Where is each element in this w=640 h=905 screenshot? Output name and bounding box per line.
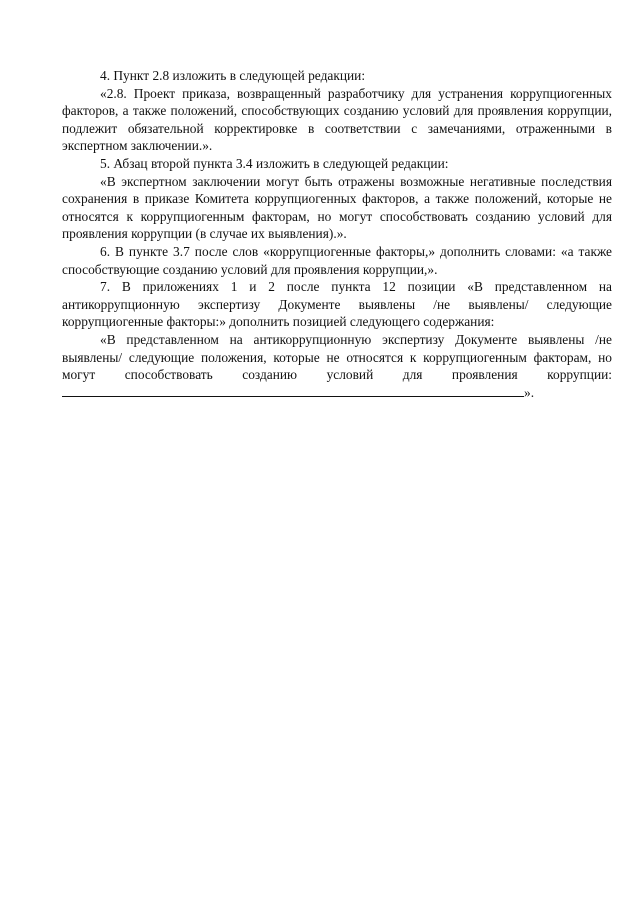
new-position-text: «В представленном на антикоррупционную экспертизу Документе выявлены /не выявлены/ следующие положения, которые не относятся к коррупциогенным факторам, но могут способствовать созданию условий для проявления коррупции: xyxy=(62,331,612,383)
paragraph-item-5: 5. Абзац второй пункта 3.4 изложить в следующей редакции: xyxy=(100,155,449,171)
paragraph-item-4: 4. Пункт 2.8 изложить в следующей редакции: xyxy=(100,68,366,83)
fill-in-blank-line xyxy=(62,384,524,397)
paragraph-new-position xyxy=(62,331,612,401)
new-position-ending: ». xyxy=(524,384,535,400)
paragraph-item-6: 6. В пункте 3.7 после слов «коррупциогенные факторы,» дополнить словами: «а также способствующие созданию условий для проявления коррупции,». xyxy=(62,243,612,277)
document-body xyxy=(62,67,612,401)
paragraph-item-3-4-text: «В экспертном заключении могут быть отражены возможные негативные последствия сохранения в приказе Комитета коррупциогенных факторов, а также положений, которые не относятся к коррупциогенным факторам, но могут способствовать созданию условий для проявления коррупции (в случае их выявления).». xyxy=(62,173,612,242)
paragraph-item-2-8-text: «2.8. Проект приказа, возвращенный разработчику для устранения коррупциогенных факторов, а также положений, способствующих созданию условий для проявления коррупции, подлежит обязательной корректировке в соответствии с замечаниями, отраженными в экспертном заключении.». xyxy=(62,85,612,154)
paragraph-item-7: 7. В приложениях 1 и 2 после пункта 12 позиции «В представленном на антикоррупционную экспертизу Документе выявлены /не выявлены/ следующие коррупциогенные факторы:» дополнить позицией следующего содержания: xyxy=(62,279,612,330)
